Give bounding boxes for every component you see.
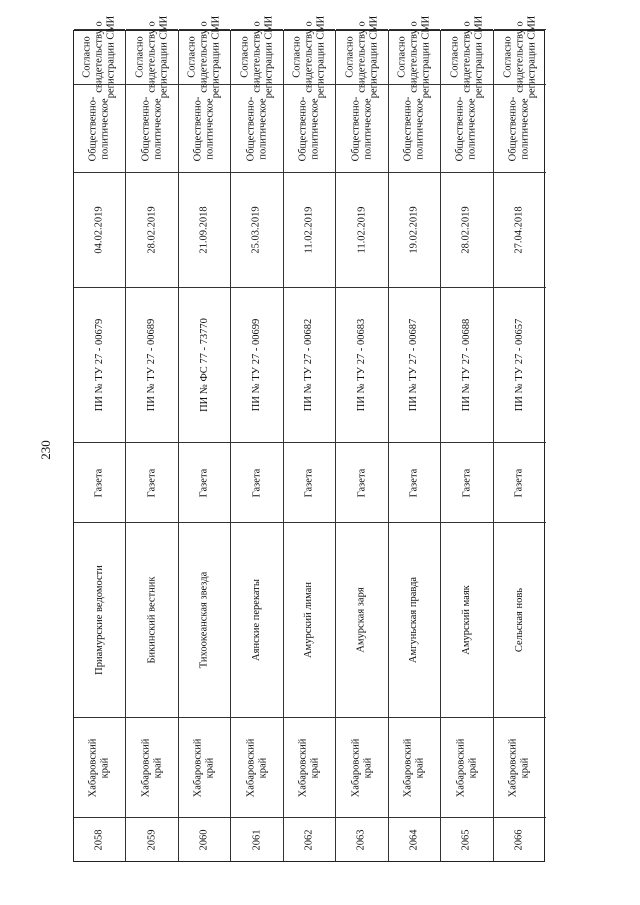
cell-text: 2061	[251, 829, 263, 850]
cell-reg	[179, 287, 230, 442]
table-row	[126, 15, 178, 861]
cell-type	[336, 442, 387, 522]
cell-text: Хабаровский край	[297, 738, 321, 797]
cell-type	[441, 442, 492, 522]
cell-text: 2062	[303, 829, 315, 850]
cell-num	[494, 817, 546, 861]
cell-region	[126, 717, 177, 817]
cell-region	[389, 717, 440, 817]
table-row	[179, 15, 231, 861]
cell-text: 25.03.2019	[251, 206, 263, 254]
table-row	[494, 15, 546, 861]
cell-text: Тихоокеанская звезда	[198, 571, 210, 669]
cell-text: 2066	[513, 829, 525, 850]
cell-text: 28.02.2019	[146, 206, 158, 254]
cell-region	[494, 717, 546, 817]
cell-text: Хабаровский край	[402, 738, 426, 797]
cell-text: 2060	[198, 829, 210, 850]
cell-name	[231, 522, 282, 717]
cell-text: ПИ № ФС 77 - 73770	[198, 318, 210, 412]
cell-text: Согласно свидетельству о регистрации СМИ	[396, 15, 432, 99]
cell-text: Согласно свидетельству о регистрации СМИ	[291, 15, 327, 99]
cell-text: Общественно- политическое	[245, 96, 269, 161]
cell-name	[179, 522, 230, 717]
cell-basis	[441, 15, 492, 99]
cell-text: ПИ № ТУ 27 - 00657	[513, 318, 525, 412]
cell-text: Приамурские ведомости	[93, 565, 105, 675]
cell-type	[389, 442, 440, 522]
cell-text: Согласно свидетельству о регистрации СМИ	[186, 15, 222, 99]
cell-text: Согласно свидетельству о регистрации СМИ	[501, 15, 537, 99]
cell-text: 2064	[408, 829, 420, 850]
cell-text: Хабаровский край	[140, 738, 164, 797]
cell-text: ПИ № ТУ 27 - 00689	[146, 318, 158, 412]
cell-num	[179, 817, 230, 861]
cell-date	[284, 172, 335, 287]
cell-name	[126, 522, 177, 717]
cell-text: 11.02.2019	[355, 206, 367, 254]
cell-text: Газета	[146, 468, 158, 497]
cell-text: ПИ № ТУ 27 - 00682	[303, 318, 315, 412]
cell-text: 28.02.2019	[460, 206, 472, 254]
cell-name	[389, 522, 440, 717]
cell-text: Согласно свидетельству о регистрации СМИ	[134, 15, 170, 99]
cell-text: Хабаровский край	[454, 738, 478, 797]
cell-text: Аянские перекаты	[251, 579, 263, 661]
cell-date	[389, 172, 440, 287]
cell-type	[494, 442, 546, 522]
cell-name	[494, 522, 546, 717]
cell-basis	[179, 15, 230, 99]
table-row	[389, 15, 441, 861]
cell-name	[336, 522, 387, 717]
cell-text: Амурский лиман	[303, 581, 315, 659]
cell-basis	[336, 15, 387, 99]
cell-date	[231, 172, 282, 287]
cell-text: Газета	[198, 468, 210, 497]
cell-reg	[389, 287, 440, 442]
table-row	[336, 15, 388, 861]
cell-num	[284, 817, 335, 861]
cell-text: Газета	[303, 468, 315, 497]
cell-type	[231, 442, 282, 522]
table-row	[74, 15, 126, 861]
cell-text: 21.09.2018	[198, 206, 210, 254]
cell-text: ПИ № ТУ 27 - 00688	[460, 318, 472, 412]
cell-text: Общественно- политическое	[192, 96, 216, 161]
cell-text: Согласно свидетельству о регистрации СМИ	[81, 15, 117, 99]
cell-reg	[441, 287, 492, 442]
cell-text: Газета	[460, 468, 472, 497]
cell-text: 11.02.2019	[303, 206, 315, 254]
cell-text: Амурская заря	[355, 587, 367, 653]
cell-basis	[126, 15, 177, 99]
cell-text: Амгуньская правда	[408, 576, 420, 664]
cell-region	[74, 717, 125, 817]
table-row	[284, 15, 336, 861]
cell-basis	[284, 15, 335, 99]
cell-text: Бикинский вестник	[146, 576, 158, 664]
cell-text: Согласно свидетельству о регистрации СМИ	[448, 15, 484, 99]
cell-num	[126, 817, 177, 861]
cell-text: ПИ № ТУ 27 - 00683	[355, 318, 367, 412]
cell-text: Газета	[93, 468, 105, 497]
cell-region	[179, 717, 230, 817]
cell-num	[389, 817, 440, 861]
cell-text: Амурский маяк	[460, 585, 472, 655]
cell-text: 2059	[146, 829, 158, 850]
cell-text: Согласно свидетельству о регистрации СМИ	[239, 15, 275, 99]
cell-text: 27.04.2018	[513, 206, 525, 254]
cell-reg	[284, 287, 335, 442]
cell-num	[231, 817, 282, 861]
cell-basis	[231, 15, 282, 99]
cell-text: ПИ № ТУ 27 - 00687	[408, 318, 420, 412]
cell-text: Общественно- политическое	[349, 96, 373, 161]
cell-num	[441, 817, 492, 861]
cell-text: Хабаровский край	[87, 738, 111, 797]
cell-region	[231, 717, 282, 817]
cell-text: Согласно свидетельству о регистрации СМИ	[343, 15, 379, 99]
cell-text: Общественно- политическое	[297, 96, 321, 161]
cell-text: 2063	[355, 829, 367, 850]
cell-type	[126, 442, 177, 522]
cell-text: Общественно- политическое	[454, 96, 478, 161]
cell-text: 2065	[460, 829, 472, 850]
cell-text: Газета	[355, 468, 367, 497]
cell-text: Газета	[513, 468, 525, 497]
table-row	[231, 15, 283, 861]
cell-num	[74, 817, 125, 861]
cell-text: Общественно- политическое	[87, 96, 111, 161]
cell-text: Хабаровский край	[245, 738, 269, 797]
cell-type	[284, 442, 335, 522]
cell-text: Хабаровский край	[349, 738, 373, 797]
cell-type	[74, 442, 125, 522]
cell-name	[74, 522, 125, 717]
cell-text: Хабаровский край	[192, 738, 216, 797]
cell-text: Газета	[251, 468, 263, 497]
cell-region	[441, 717, 492, 817]
cell-num	[336, 817, 387, 861]
page-number: 230	[38, 440, 53, 460]
cell-reg	[336, 287, 387, 442]
cell-text: Газета	[408, 468, 420, 497]
cell-text: 2058	[93, 829, 105, 850]
cell-text: Общественно- политическое	[140, 96, 164, 161]
table-row	[441, 15, 493, 861]
cell-reg	[126, 287, 177, 442]
cell-name	[441, 522, 492, 717]
cell-type	[179, 442, 230, 522]
cell-basis	[494, 15, 546, 99]
cell-text: 04.02.2019	[93, 206, 105, 254]
cell-date	[494, 172, 546, 287]
cell-text: ПИ № ТУ 27 - 00699	[251, 318, 263, 412]
registry-table	[73, 15, 545, 862]
cell-region	[284, 717, 335, 817]
cell-text: Хабаровский край	[507, 738, 531, 797]
cell-reg	[231, 287, 282, 442]
cell-text: 19.02.2019	[408, 206, 420, 254]
cell-date	[336, 172, 387, 287]
cell-reg	[74, 287, 125, 442]
cell-date	[74, 172, 125, 287]
cell-date	[441, 172, 492, 287]
cell-region	[336, 717, 387, 817]
cell-text: Сельская новь	[513, 587, 525, 653]
cell-text: Общественно- политическое	[402, 96, 426, 161]
cell-name	[284, 522, 335, 717]
cell-text: ПИ № ТУ 27 - 00679	[93, 318, 105, 412]
cell-basis	[389, 15, 440, 99]
cell-reg	[494, 287, 546, 442]
cell-date	[179, 172, 230, 287]
cell-basis	[74, 15, 125, 99]
cell-date	[126, 172, 177, 287]
cell-text: Общественно- политическое	[507, 96, 531, 161]
